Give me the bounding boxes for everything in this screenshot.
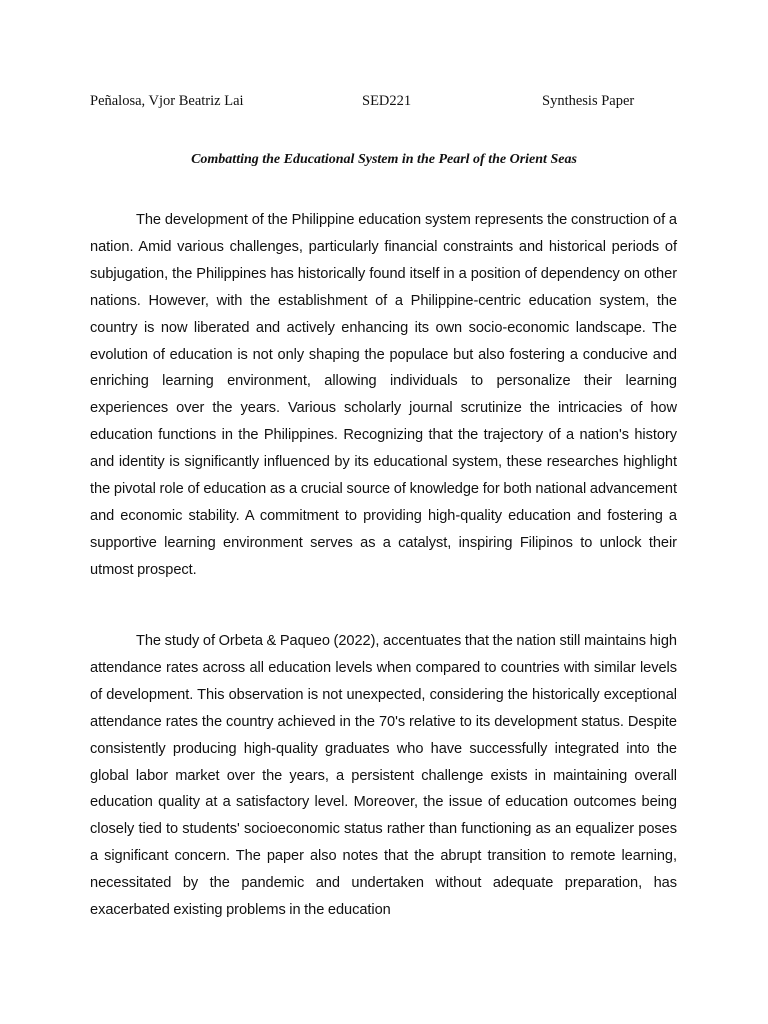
body-paragraph-1: The development of the Philippine education system represents the construction of a nation. Amid various challenges, particularly financial constraints and historical periods of subjugation, the Philippines has historically found itself in a position of dependency on other nations. However, with the establishment of a Philippine-centric education system, the country is now liberated and actively enhancing its own socio-economic landscape. The evolution of education is not only shaping the populace but also fostering a conducive and enriching learning environment, allowing individuals to personalize their learning experiences over the years. Various scholarly journal scrutinize the intricacies of how education functions in the Philippines. Recognizing that the trajectory of a nation's history and identity is significantly influenced by its educational system, these researches highlight the pivotal role of education as a crucial source of knowledge for both national advancement and economic stability. A commitment to providing high-quality education and fostering a supportive learning environment serves as a catalyst, inspiring Filipinos to unlock their utmost prospect. bbox=[90, 212, 677, 578]
author-name: Peñalosa, Vjor Beatriz Lai bbox=[90, 93, 244, 109]
body-paragraph-2: The study of Orbeta & Paqueo (2022), accentuates that the nation still maintains high attendance rates across all education levels when compared to countries with similar levels of development. This observation is not unexpected, considering the historically exceptional attendance rates the country achieved in the 70's relative to its development status. Despite consistently producing high-quality graduates who have successfully integrated into the global labor market over the years, a persistent challenge exists in maintaining overall education quality at a satisfactory level. Moreover, the issue of education outcomes being closely tied to students' socioeconomic status rather than functioning as an equalizer poses a significant concern. The paper also notes that the abrupt transition to remote learning, necessitated by the pandemic and undertaken without adequate preparation, has exacerbated existing problems in the education bbox=[90, 633, 677, 919]
document-header bbox=[90, 93, 680, 113]
document-type: Synthesis Paper bbox=[542, 93, 635, 109]
paper-title: Combatting the Educational System in the Pearl of the Orient Seas bbox=[191, 152, 577, 167]
course-code: SED221 bbox=[362, 93, 412, 109]
